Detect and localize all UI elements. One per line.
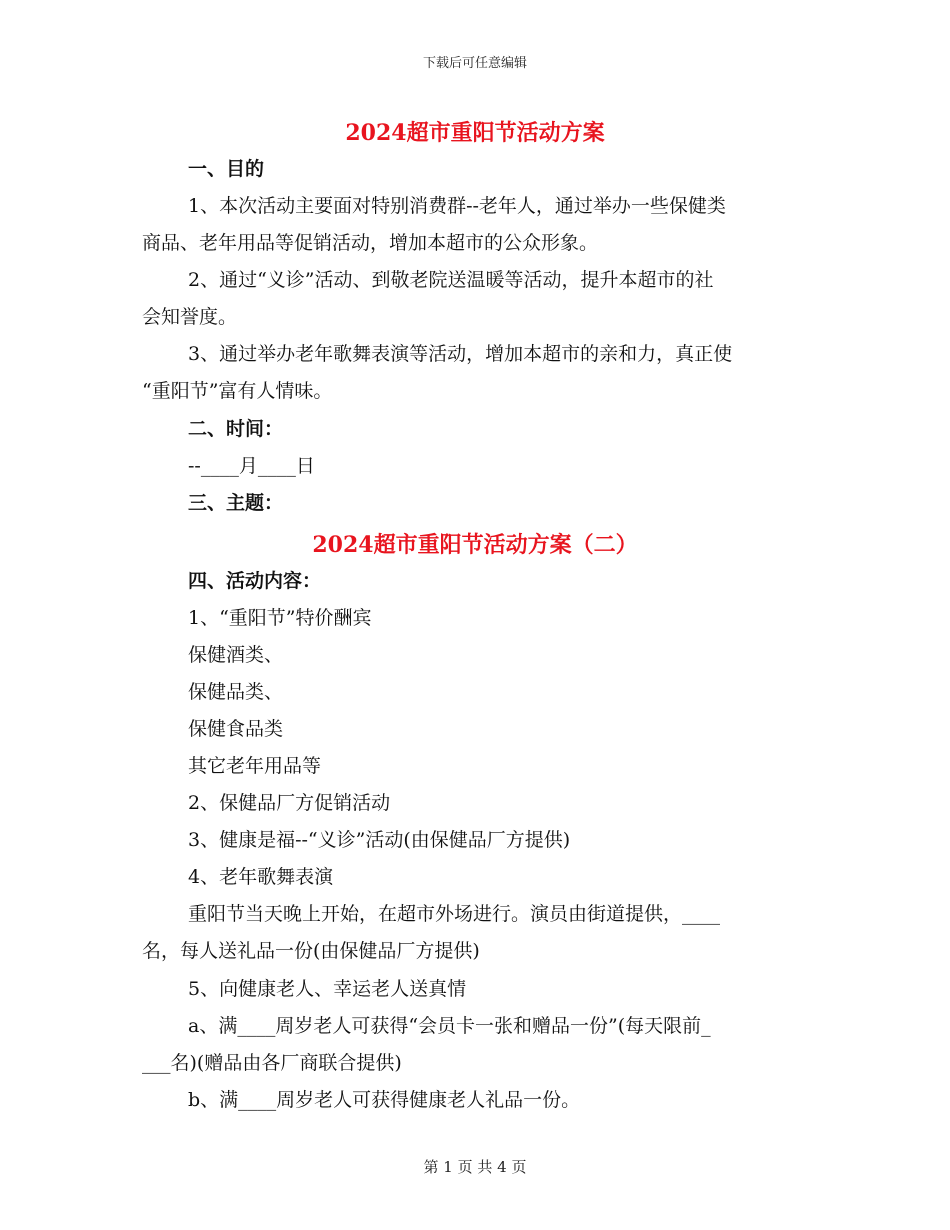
- date-blank-line: --____月____日: [188, 455, 315, 477]
- section-heading-content: 四、活动内容：: [188, 570, 322, 592]
- paragraph-line: ___名)(赠品由各厂商联合提供): [142, 1052, 402, 1074]
- paragraph-line: 重阳节当天晚上开始，在超市外场进行。演员由街道提供，____: [188, 903, 721, 925]
- list-item: 3、健康是福--“义诊”活动(由保健品厂方提供): [188, 829, 571, 851]
- list-item: 其它老年用品等: [188, 755, 322, 777]
- page-footer: 第 1 页 共 4 页: [423, 1158, 527, 1176]
- section-heading-theme: 三、主题：: [188, 492, 284, 514]
- list-item: 保健酒类、: [188, 644, 284, 666]
- list-item: 1、“重阳节”特价酬宾: [188, 607, 372, 629]
- list-item: 保健食品类: [188, 718, 284, 740]
- paragraph-line: a、满____周岁老人可获得“会员卡一张和赠品一份”(每天限前_: [188, 1015, 711, 1037]
- paragraph-line: “重阳节”富有人情味。: [142, 380, 333, 402]
- list-item: 4、老年歌舞表演: [188, 866, 334, 888]
- section-heading-time: 二、时间：: [188, 418, 284, 440]
- paragraph-line: 1、本次活动主要面对特别消费群--老年人，通过举办一些保健类: [188, 195, 726, 217]
- list-item: 保健品类、: [188, 681, 284, 703]
- paragraph-line: b、满____周岁老人可获得健康老人礼品一份。: [188, 1089, 581, 1111]
- header-note: 下载后可任意编辑: [422, 56, 527, 71]
- list-item: 5、向健康老人、幸运老人送真情: [188, 978, 467, 1000]
- document-title: 2024超市重阳节活动方案: [345, 120, 605, 146]
- document-subtitle: 2024超市重阳节活动方案（二）: [312, 532, 638, 558]
- paragraph-line: 名，每人送礼品一份(由保健品厂方提供): [142, 940, 480, 962]
- paragraph-line: 3、通过举办老年歌舞表演等活动，增加本超市的亲和力，真正使: [188, 343, 733, 365]
- section-heading-purpose: 一、目的: [188, 158, 265, 180]
- paragraph-line: 2、通过“义诊”活动、到敬老院送温暖等活动，提升本超市的社: [188, 269, 714, 291]
- paragraph-line: 商品、老年用品等促销活动，增加本超市的公众形象。: [142, 232, 599, 254]
- paragraph-line: 会知誉度。: [142, 306, 238, 328]
- list-item: 2、保健品厂方促销活动: [188, 792, 391, 814]
